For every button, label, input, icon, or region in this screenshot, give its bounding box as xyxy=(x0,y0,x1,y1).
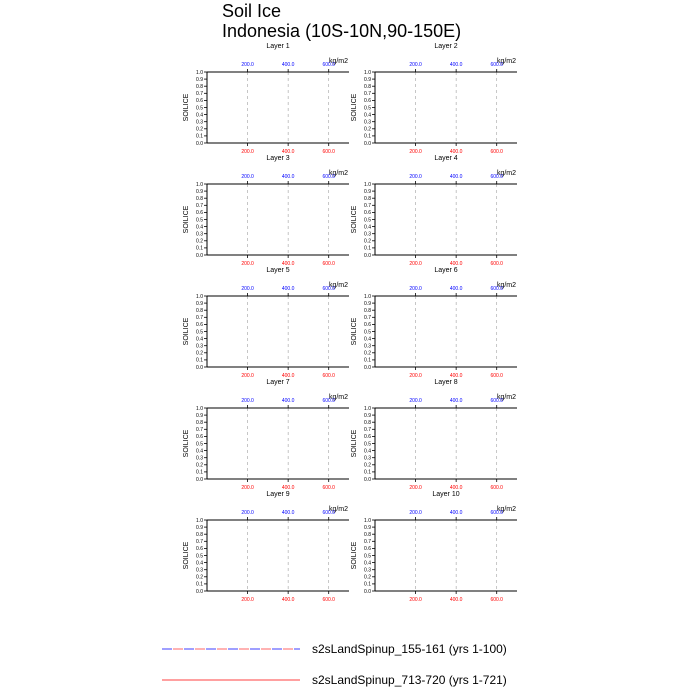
y-axis-label: SOILICE xyxy=(351,429,358,458)
x-tick-label-top: 600.0 xyxy=(322,174,335,180)
y-tick-label: 0.4 xyxy=(196,560,203,567)
y-axis-label: SOILICE xyxy=(183,205,190,234)
x-tick-label-top: 400.0 xyxy=(449,510,463,516)
y-tick-label: 0.8 xyxy=(364,196,371,202)
x-tick-label-bottom: 600.0 xyxy=(490,261,503,267)
legend-label: s2sLandSpinup_155-161 (yrs 1-100) xyxy=(312,642,507,656)
y-tick-label: 1.0 xyxy=(196,517,203,524)
y-tick-label: 0.8 xyxy=(196,196,203,202)
x-tick-label-top: 200.0 xyxy=(241,398,254,404)
x-tick-label-bottom: 200.0 xyxy=(241,149,254,155)
x-tick-label-top: 200.0 xyxy=(241,286,254,292)
x-tick-label-top: 200.0 xyxy=(241,510,254,516)
panel-title: Layer 4 xyxy=(434,155,458,162)
x-tick-label-top: 600.0 xyxy=(322,510,335,516)
y-axis-label: SOILICE xyxy=(183,429,190,458)
x-tick-label-bottom: 400.0 xyxy=(281,597,295,603)
panel-title: Layer 10 xyxy=(432,491,460,498)
y-tick-label: 0.5 xyxy=(364,329,371,336)
y-tick-label: 0.4 xyxy=(196,224,203,231)
y-tick-label: 1.0 xyxy=(196,181,203,188)
unit-label: kg/m2 xyxy=(328,394,348,401)
y-tick-label: 0.3 xyxy=(196,119,203,126)
x-tick-label-bottom: 200.0 xyxy=(409,149,422,155)
figure-title: Soil Ice xyxy=(222,1,282,21)
y-tick-label: 0.0 xyxy=(364,476,371,483)
y-tick-label: 0.6 xyxy=(364,434,371,441)
y-tick-label: 0.4 xyxy=(364,224,371,231)
y-tick-label: 0.9 xyxy=(364,524,371,531)
y-axis-label: SOILICE xyxy=(183,317,190,346)
y-tick-label: 0.4 xyxy=(364,112,371,119)
y-tick-label: 0.4 xyxy=(196,336,203,343)
y-tick-label: 0.1 xyxy=(196,357,203,364)
x-tick-label-bottom: 200.0 xyxy=(409,485,422,491)
y-tick-label: 0.9 xyxy=(196,412,203,419)
x-tick-label-top: 400.0 xyxy=(281,510,295,516)
y-tick-label: 0.7 xyxy=(196,203,203,210)
panel-title: Layer 3 xyxy=(266,155,290,162)
x-tick-label-bottom: 200.0 xyxy=(409,597,422,603)
y-tick-label: 0.5 xyxy=(196,553,203,560)
x-tick-label-top: 200.0 xyxy=(241,174,254,180)
y-tick-label: 0.6 xyxy=(196,210,203,217)
y-tick-label: 0.1 xyxy=(364,133,371,140)
y-tick-label: 0.6 xyxy=(196,98,203,105)
y-tick-label: 0.3 xyxy=(364,567,371,574)
x-tick-label-top: 400.0 xyxy=(449,62,463,68)
x-tick-label-bottom: 400.0 xyxy=(281,261,295,267)
x-tick-label-top: 200.0 xyxy=(409,286,422,292)
y-tick-label: 0.5 xyxy=(364,217,371,224)
x-tick-label-top: 200.0 xyxy=(241,62,254,68)
y-tick-label: 0.4 xyxy=(364,336,371,343)
y-tick-label: 0.6 xyxy=(364,98,371,105)
x-tick-label-top: 600.0 xyxy=(490,398,503,404)
y-tick-label: 0.7 xyxy=(364,91,371,98)
y-tick-label: 0.5 xyxy=(196,105,203,112)
x-tick-label-bottom: 400.0 xyxy=(281,149,295,155)
y-tick-label: 1.0 xyxy=(364,69,371,76)
y-tick-label: 0.5 xyxy=(364,441,371,448)
y-tick-label: 0.4 xyxy=(196,448,203,455)
x-tick-label-bottom: 400.0 xyxy=(281,373,295,379)
y-tick-label: 0.8 xyxy=(196,84,203,90)
panel-title: Layer 2 xyxy=(434,43,458,50)
y-tick-label: 0.7 xyxy=(196,315,203,322)
y-tick-label: 0.9 xyxy=(364,412,371,419)
y-tick-label: 0.9 xyxy=(196,188,203,195)
x-tick-label-top: 400.0 xyxy=(281,62,295,68)
y-tick-label: 0.6 xyxy=(196,546,203,553)
x-tick-label-bottom: 200.0 xyxy=(241,597,254,603)
y-tick-label: 0.7 xyxy=(364,427,371,434)
x-tick-label-top: 400.0 xyxy=(449,174,463,180)
y-tick-label: 1.0 xyxy=(196,69,203,76)
y-tick-label: 0.1 xyxy=(364,469,371,476)
y-tick-label: 0.3 xyxy=(364,119,371,126)
y-tick-label: 0.0 xyxy=(196,476,203,483)
y-tick-label: 0.8 xyxy=(196,532,203,538)
x-tick-label-bottom: 600.0 xyxy=(490,485,503,491)
y-tick-label: 0.3 xyxy=(196,343,203,350)
y-tick-label: 0.7 xyxy=(364,539,371,546)
y-tick-label: 0.5 xyxy=(364,553,371,560)
y-tick-label: 0.5 xyxy=(196,441,203,448)
y-tick-label: 0.8 xyxy=(364,84,371,90)
y-tick-label: 0.8 xyxy=(364,308,371,314)
y-tick-label: 0.9 xyxy=(364,188,371,195)
x-tick-label-top: 400.0 xyxy=(449,398,463,404)
y-tick-label: 0.1 xyxy=(196,469,203,476)
panel-title: Layer 7 xyxy=(266,379,290,386)
y-tick-label: 0.3 xyxy=(364,231,371,238)
y-tick-label: 0.8 xyxy=(364,420,371,426)
y-axis-label: SOILICE xyxy=(183,541,190,570)
y-tick-label: 0.2 xyxy=(364,238,371,245)
y-tick-label: 0.3 xyxy=(196,567,203,574)
x-tick-label-bottom: 600.0 xyxy=(490,149,503,155)
x-tick-label-top: 200.0 xyxy=(409,510,422,516)
x-tick-label-bottom: 200.0 xyxy=(409,261,422,267)
unit-label: kg/m2 xyxy=(496,282,516,289)
y-tick-label: 0.0 xyxy=(196,364,203,371)
y-tick-label: 0.0 xyxy=(364,252,371,259)
y-tick-label: 0.0 xyxy=(364,140,371,147)
x-tick-label-bottom: 200.0 xyxy=(409,373,422,379)
unit-label: kg/m2 xyxy=(496,170,516,177)
x-tick-label-bottom: 400.0 xyxy=(449,597,463,603)
x-tick-label-top: 200.0 xyxy=(409,62,422,68)
y-tick-label: 0.0 xyxy=(364,588,371,595)
x-tick-label-top: 400.0 xyxy=(281,398,295,404)
x-tick-label-top: 600.0 xyxy=(490,286,503,292)
legend-label: s2sLandSpinup_713-720 (yrs 1-721) xyxy=(312,673,507,687)
x-tick-label-top: 200.0 xyxy=(409,174,422,180)
panel-title: Layer 9 xyxy=(266,491,290,498)
y-tick-label: 0.2 xyxy=(196,350,203,357)
y-tick-label: 0.3 xyxy=(364,343,371,350)
y-tick-label: 0.9 xyxy=(196,300,203,307)
y-tick-label: 0.9 xyxy=(196,524,203,531)
y-axis-label: SOILICE xyxy=(351,93,358,122)
y-tick-label: 0.6 xyxy=(364,546,371,553)
y-tick-label: 0.4 xyxy=(196,112,203,119)
y-tick-label: 1.0 xyxy=(364,293,371,300)
y-tick-label: 0.9 xyxy=(196,76,203,83)
x-tick-label-top: 600.0 xyxy=(322,286,335,292)
y-tick-label: 0.2 xyxy=(364,462,371,469)
y-tick-label: 1.0 xyxy=(196,293,203,300)
y-tick-label: 1.0 xyxy=(364,517,371,524)
x-tick-label-bottom: 200.0 xyxy=(241,485,254,491)
unit-label: kg/m2 xyxy=(328,170,348,177)
x-tick-label-top: 600.0 xyxy=(322,62,335,68)
y-tick-label: 0.1 xyxy=(364,357,371,364)
x-tick-label-bottom: 600.0 xyxy=(490,597,503,603)
x-tick-label-top: 400.0 xyxy=(281,174,295,180)
y-axis-label: SOILICE xyxy=(183,93,190,122)
figure-subtitle: Indonesia (10S-10N,90-150E) xyxy=(222,21,462,41)
panel-title: Layer 1 xyxy=(266,43,290,50)
y-tick-label: 0.5 xyxy=(196,217,203,224)
y-tick-label: 1.0 xyxy=(196,405,203,412)
y-tick-label: 0.7 xyxy=(364,315,371,322)
y-tick-label: 0.6 xyxy=(196,322,203,329)
x-tick-label-top: 600.0 xyxy=(490,174,503,180)
y-tick-label: 0.4 xyxy=(364,448,371,455)
x-tick-label-bottom: 400.0 xyxy=(281,485,295,491)
x-tick-label-top: 600.0 xyxy=(490,510,503,516)
unit-label: kg/m2 xyxy=(328,506,348,513)
y-tick-label: 0.7 xyxy=(196,427,203,434)
y-tick-label: 0.1 xyxy=(196,581,203,588)
y-tick-label: 0.4 xyxy=(364,560,371,567)
y-tick-label: 0.3 xyxy=(196,455,203,462)
y-tick-label: 0.8 xyxy=(196,420,203,426)
y-tick-label: 0.2 xyxy=(196,126,203,133)
y-tick-label: 0.0 xyxy=(364,364,371,371)
y-axis-label: SOILICE xyxy=(351,317,358,346)
y-tick-label: 0.3 xyxy=(196,231,203,238)
y-tick-label: 0.6 xyxy=(364,322,371,329)
y-tick-label: 0.2 xyxy=(364,350,371,357)
unit-label: kg/m2 xyxy=(496,394,516,401)
y-axis-label: SOILICE xyxy=(351,205,358,234)
x-tick-label-bottom: 400.0 xyxy=(449,261,463,267)
y-tick-label: 0.2 xyxy=(196,462,203,469)
x-tick-label-bottom: 200.0 xyxy=(241,261,254,267)
x-tick-label-bottom: 400.0 xyxy=(449,485,463,491)
y-tick-label: 0.2 xyxy=(196,238,203,245)
x-tick-label-top: 400.0 xyxy=(281,286,295,292)
x-tick-label-bottom: 600.0 xyxy=(322,373,335,379)
y-tick-label: 0.6 xyxy=(364,210,371,217)
y-tick-label: 0.0 xyxy=(196,140,203,147)
y-tick-label: 0.5 xyxy=(196,329,203,336)
y-tick-label: 0.8 xyxy=(364,532,371,538)
x-tick-label-bottom: 400.0 xyxy=(449,373,463,379)
x-tick-label-bottom: 200.0 xyxy=(241,373,254,379)
panel-title: Layer 5 xyxy=(266,267,290,274)
x-tick-label-top: 600.0 xyxy=(490,62,503,68)
y-axis-label: SOILICE xyxy=(351,541,358,570)
y-tick-label: 0.1 xyxy=(364,581,371,588)
x-tick-label-bottom: 600.0 xyxy=(322,597,335,603)
y-tick-label: 0.2 xyxy=(364,126,371,133)
y-tick-label: 0.9 xyxy=(364,76,371,83)
y-tick-label: 0.0 xyxy=(196,252,203,259)
y-tick-label: 0.1 xyxy=(364,245,371,252)
unit-label: kg/m2 xyxy=(496,506,516,513)
y-tick-label: 0.5 xyxy=(364,105,371,112)
x-tick-label-bottom: 600.0 xyxy=(322,485,335,491)
x-tick-label-top: 600.0 xyxy=(322,398,335,404)
y-tick-label: 0.7 xyxy=(196,539,203,546)
y-tick-label: 0.7 xyxy=(196,91,203,98)
y-tick-label: 0.0 xyxy=(196,588,203,595)
x-tick-label-bottom: 600.0 xyxy=(322,261,335,267)
x-tick-label-top: 200.0 xyxy=(409,398,422,404)
y-tick-label: 0.3 xyxy=(364,455,371,462)
y-tick-label: 0.9 xyxy=(364,300,371,307)
x-tick-label-top: 400.0 xyxy=(449,286,463,292)
y-tick-label: 0.1 xyxy=(196,133,203,140)
y-tick-label: 0.8 xyxy=(196,308,203,314)
y-tick-label: 0.2 xyxy=(364,574,371,581)
unit-label: kg/m2 xyxy=(496,58,516,65)
y-tick-label: 0.6 xyxy=(196,434,203,441)
panel-title: Layer 6 xyxy=(434,267,458,274)
y-tick-label: 0.2 xyxy=(196,574,203,581)
x-tick-label-bottom: 600.0 xyxy=(490,373,503,379)
y-tick-label: 1.0 xyxy=(364,181,371,188)
panel-title: Layer 8 xyxy=(434,379,458,386)
y-tick-label: 1.0 xyxy=(364,405,371,412)
y-tick-label: 0.7 xyxy=(364,203,371,210)
x-tick-label-bottom: 400.0 xyxy=(449,149,463,155)
unit-label: kg/m2 xyxy=(328,282,348,289)
y-tick-label: 0.1 xyxy=(196,245,203,252)
unit-label: kg/m2 xyxy=(328,58,348,65)
x-tick-label-bottom: 600.0 xyxy=(322,149,335,155)
